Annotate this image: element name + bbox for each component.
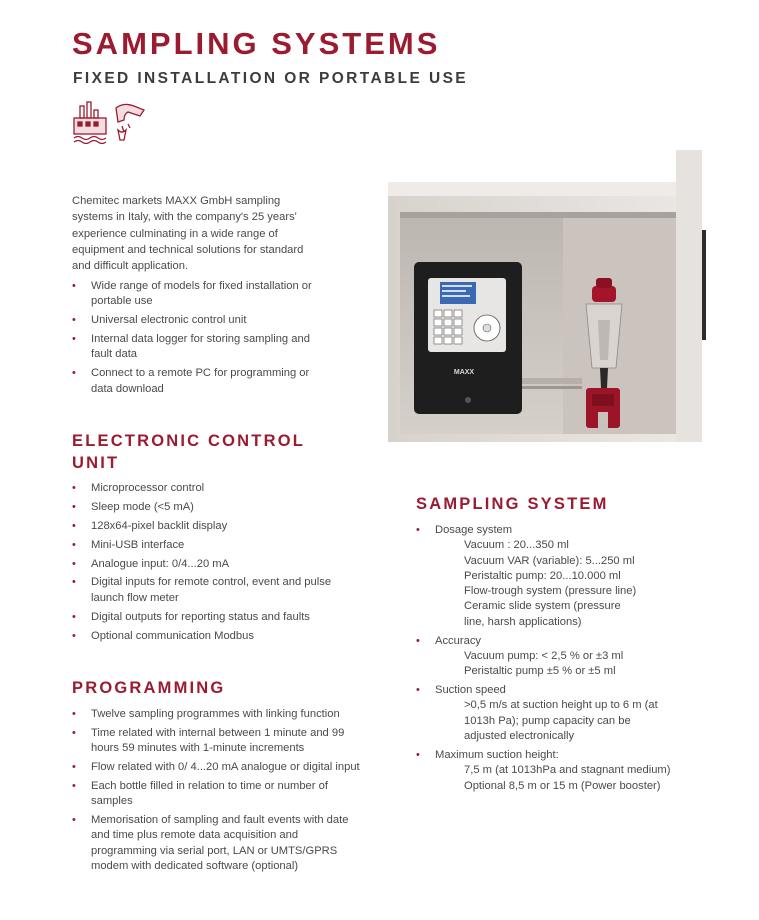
- spec-line: Flow-trough system (pressure line): [464, 585, 637, 598]
- programming-list: [72, 707, 362, 878]
- programming-heading: PROGRAMMING: [72, 679, 226, 697]
- industrial-plant-icon: [74, 102, 106, 144]
- list-item: • Analogue input: 0/4...20 mA: [72, 557, 362, 572]
- list-item: • 128x64-pixel backlit display: [72, 519, 362, 534]
- list-item: • Connect to a remote PC for programming or data download: [72, 366, 327, 397]
- list-item: • Wide range of models for fixed installation or portable use: [72, 279, 327, 310]
- application-icons: [72, 100, 152, 144]
- list-item: [416, 523, 716, 630]
- list-item: [416, 748, 716, 794]
- group-label: Maximum suction height:: [435, 748, 559, 761]
- group-label: Dosage system: [435, 524, 513, 536]
- list-item: • Each bottle filled in relation to time or number of samples: [72, 779, 362, 810]
- cabinet-top: [388, 182, 688, 196]
- spec-line: Ceramic slide system (pressure line, harsh applications): [464, 600, 621, 628]
- spec-line: Optional 8,5 m or 15 m (Power booster): [464, 779, 661, 792]
- ecu-list: [72, 481, 362, 647]
- page-subtitle: FIXED INSTALLATION OR PORTABLE USE: [73, 70, 469, 87]
- list-item: • Digital outputs for reporting status and faults: [72, 610, 362, 625]
- feature-list: [72, 279, 327, 400]
- group-label: Suction speed: [435, 684, 506, 697]
- list-item: [416, 634, 716, 680]
- list-item: • Twelve sampling programmes with linking function: [72, 707, 362, 722]
- intro-paragraph: Chemitec markets MAXX GmbH sampling systems in Italy, with the company's 25 years' experience culminating in a wide range of equipment and technical solutions for standard and difficult application.: [72, 195, 304, 273]
- ecu-heading: ELECTRONIC CONTROL UNIT: [72, 432, 305, 472]
- list-item: • Flow related with 0/ 4...20 mA analogue or digital input: [72, 760, 362, 775]
- list-item: • Mini-USB interface: [72, 538, 362, 553]
- spec-line: Peristaltic pump ±5 % or ±5 ml: [464, 665, 616, 678]
- product-photo: [388, 150, 706, 442]
- list-item: • Optional communication Modbus: [72, 629, 362, 644]
- spec-line: 7,5 m (at 1013hPa and stagnant medium): [464, 764, 671, 777]
- list-item: • Microprocessor control: [72, 481, 362, 496]
- list-item: • Digital inputs for remote control, event and pulse launch flow meter: [72, 575, 362, 606]
- spec-line: >0,5 m/s at suction height up to 6 m (at 1013h Pa); pump capacity can be adjusted electronically: [464, 699, 658, 743]
- group-label: Accuracy: [435, 634, 482, 647]
- list-item: • Time related with internal between 1 minute and 99 hours 59 minutes with 1-minute increments: [72, 726, 362, 757]
- page-title: SAMPLING SYSTEMS: [72, 26, 441, 61]
- list-item: • Universal electronic control unit: [72, 313, 327, 328]
- spec-line: Vacuum VAR (variable): 5...250 ml: [464, 554, 635, 567]
- list-item: • Internal data logger for storing sampling and fault data: [72, 332, 327, 363]
- sampling-list: [416, 523, 716, 797]
- sampling-heading: SAMPLING SYSTEM: [416, 495, 609, 513]
- spec-line: Vacuum : 20...350 ml: [464, 539, 569, 552]
- list-item: • Memorisation of sampling and fault events with date and time plus remote data acquisition and programming via serial port, LAN or UMTS/GPRS modem with dedicated software (optional): [72, 813, 362, 874]
- cabinet-door: [676, 150, 702, 442]
- pinch-valve: [586, 388, 620, 428]
- spec-line: Vacuum pump: < 2,5 % or ±3 ml: [464, 649, 624, 662]
- spec-line: Peristaltic pump: 20...10.000 ml: [464, 569, 621, 582]
- list-item: [416, 683, 716, 744]
- water-tap-icon: [116, 104, 144, 140]
- list-item: • Sleep mode (<5 mA): [72, 500, 362, 515]
- device-logo: MAXX: [453, 369, 475, 376]
